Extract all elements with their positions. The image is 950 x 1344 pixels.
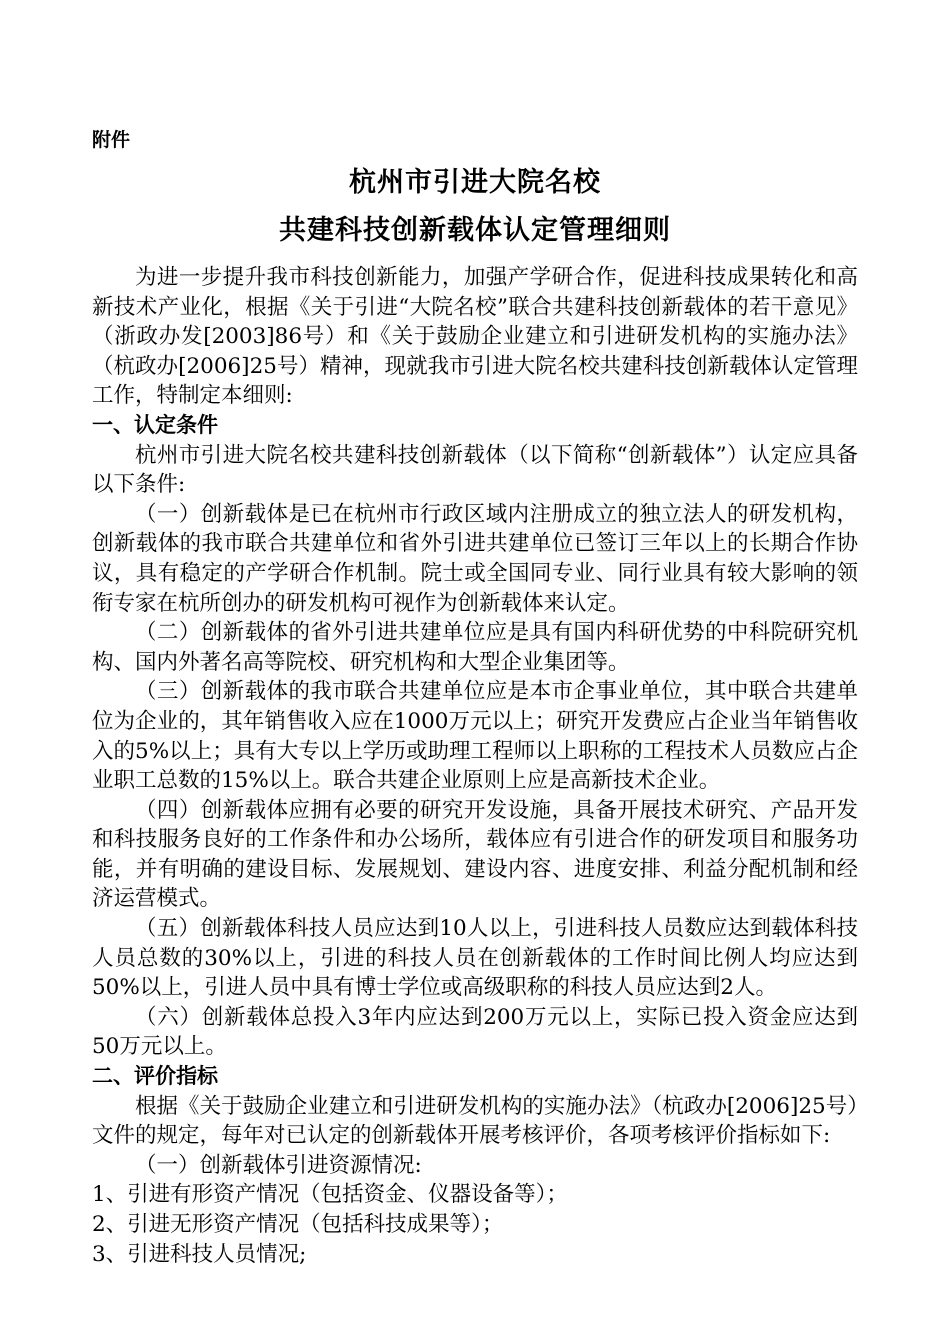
document-title-line-1: 杭州市引进大院名校 xyxy=(349,167,601,198)
condition-6: （六）创新载体总投入3年内应达到200万元以上，实际已投入资金应达到50万元以上。 xyxy=(92,1004,858,1060)
condition-2: （二）创新载体的省外引进共建单位应是具有国内科研优势的中科院研究机构、国内外著名高等院校、研究机构和大型企业集团等。 xyxy=(92,620,858,675)
document-title-line-2: 共建科技创新载体认定管理细则 xyxy=(279,215,671,246)
attachment-label: 附件 xyxy=(92,129,131,151)
section-2-heading: 二、评价指标 xyxy=(92,1064,218,1089)
document-body xyxy=(92,263,858,1269)
indicator-item-2: 2、引进无形资产情况（包括科技成果等）； xyxy=(92,1212,504,1237)
section-2-lead: 根据《关于鼓励企业建立和引进研发机构的实施办法》（杭政办[2006]25号）文件的规定，每年对已认定的创新载体开展考核评价，各项考核评价指标如下: xyxy=(92,1093,858,1149)
condition-3: （三）创新载体的我市联合共建单位应是本市企事业单位，其中联合共建单位为企业的，其年销售收入应在1000万元以上；研究开发费应占企业当年销售收入的5%以上；具有大专以上学历或助理工程师以上职称的工程技术人员数应占企业职工总数的15%以上。联合共建企业原则上应是高新技术企业。 xyxy=(92,679,858,794)
condition-5: （五）创新载体科技人员应达到10人以上，引进科技人员数应达到载体科技人员总数的30%以上，引进的科技人员在创新载体的工作时间比例人均应达到50%以上，引进人员中具有博士学位或高级职称的科技人员应达到2人。 xyxy=(92,916,858,1001)
section-1-heading: 一、认定条件 xyxy=(92,412,218,437)
intro-paragraph: 为进一步提升我市科技创新能力，加强产学研合作，促进科技成果转化和高新技术产业化，根据《关于引进“大院名校”联合共建科技创新载体的若干意见》（浙政办发[2003]86号）和《关于鼓励企业建立和引进研发机构的实施办法》（杭政办[2006]25号）精神，现就我市引进大院名校共建科技创新载体认定管理工作，特制定本细则: xyxy=(92,265,858,409)
condition-1: （一）创新载体是已在杭州市行政区域内注册成立的独立法人的研发机构，创新载体的我市联合共建单位和省外引进共建单位已签订三年以上的长期合作协议，具有稳定的产学研合作机制。院士或全国同专业、同行业具有较大影响的领衔专家在杭所创办的研发机构可视作为创新载体来认定。 xyxy=(92,501,858,616)
condition-4: （四）创新载体应拥有必要的研究开发设施，具备开展技术研究、产品开发和科技服务良好的工作条件和办公场所，载体应有引进合作的研发项目和服务功能，并有明确的建设目标、发展规划、建设内容、进度安排、利益分配机制和经济运营模式。 xyxy=(92,797,858,912)
indicator-item-3: 3、引进科技人员情况; xyxy=(92,1241,307,1267)
section-2-subheading: （一）创新载体引进资源情况: xyxy=(135,1152,422,1178)
section-1-lead: 杭州市引进大院名校共建科技创新载体（以下简称“创新载体”）认定应具备以下条件: xyxy=(92,442,858,498)
indicator-item-1: 1、引进有形资产情况（包括资金、仪器设备等）； xyxy=(92,1182,568,1208)
